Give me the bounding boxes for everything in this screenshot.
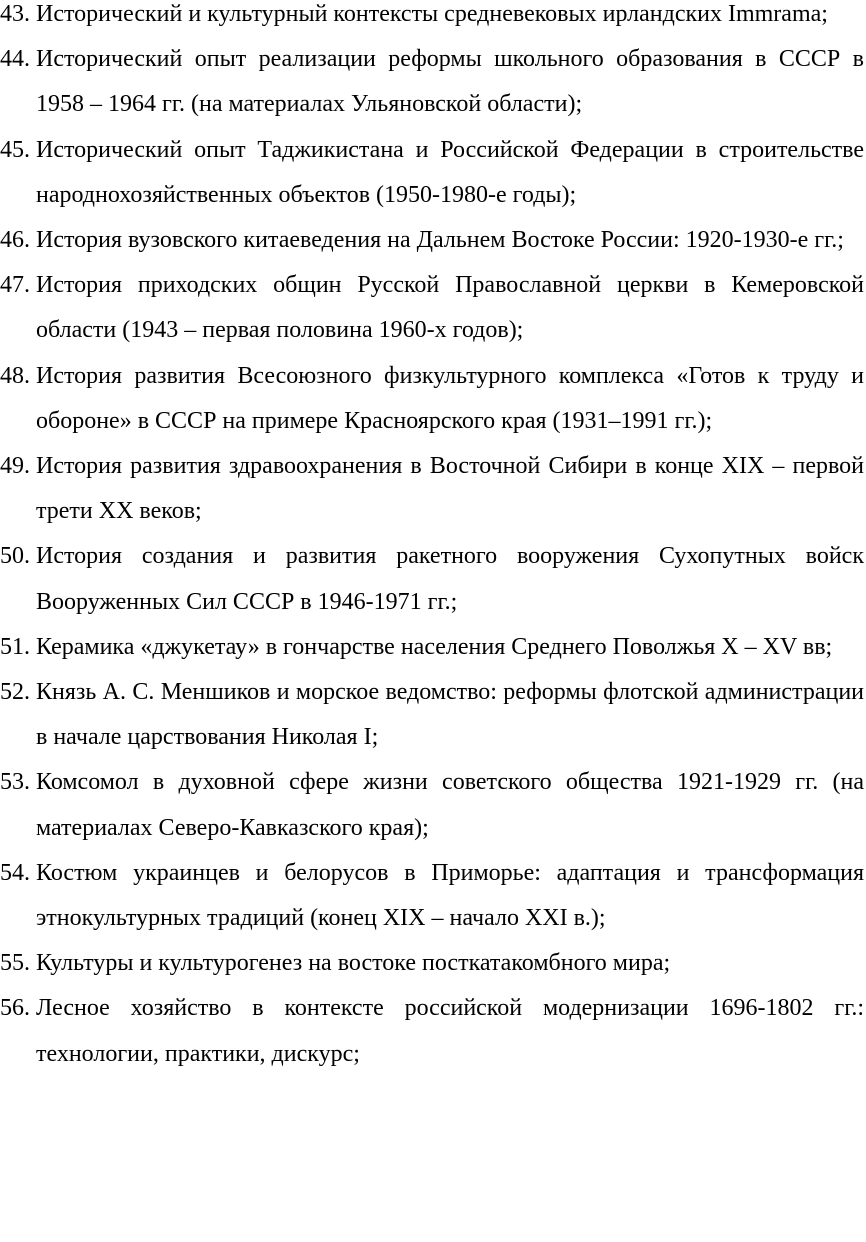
list-item-number: 54. <box>0 859 30 886</box>
list-item-text: Керамика «джукетау» в гончарстве населения Среднего Поволжья X – XV вв; <box>36 633 833 660</box>
list-item-number: 47. <box>0 272 30 299</box>
list-item-text: Костюм украинцев и белорусов в Приморье: адаптация и трансформация этнокультурных традиций (конец XIX – начало XXI в.); <box>36 859 864 932</box>
list-item-number: 46. <box>0 227 30 254</box>
list-item-number: 52. <box>0 679 30 706</box>
list-item-number: 56. <box>0 995 30 1022</box>
list-item-text: Исторический опыт Таджикистана и Российской Федерации в строительстве народнохозяйственных объектов (1950-1980-е годы); <box>36 136 864 208</box>
list-item-number: 43. <box>0 1 30 27</box>
list-item <box>0 760 864 850</box>
list-item-text: Культуры и культурогенез на востоке посткатакомбного мира; <box>36 950 671 977</box>
list-item <box>0 986 864 1076</box>
list-item-number: 55. <box>0 950 30 977</box>
list-item-text: История приходских общин Русской Православной церкви в Кемеровской области (1943 – первая половина 1960-х годов); <box>36 272 864 344</box>
list-item-number: 51. <box>0 633 30 660</box>
list-item-text: Лесное хозяйство в контексте российской модернизации 1696-1802 гг.: технологии, практики, дискурс; <box>36 995 864 1067</box>
list-item <box>0 128 864 218</box>
list-item <box>0 670 864 760</box>
list-item <box>0 354 864 444</box>
list-item-number: 50. <box>0 543 30 570</box>
list-item-text: Исторический опыт реализации реформы школьного образования в СССР в 1958 – 1964 гг. (на материалах Ульяновской области); <box>36 46 864 118</box>
list-item-number: 48. <box>0 362 30 389</box>
list-item <box>0 851 864 941</box>
list-item <box>0 534 864 624</box>
list-item-text: История развития Всесоюзного физкультурного комплекса «Готов к труду и обороне» в СССР на примере Красноярского края (1931–1991 гг.); <box>36 362 864 434</box>
list-item-number: 53. <box>0 769 30 796</box>
list-item <box>0 218 864 263</box>
list-item-text: История создания и развития ракетного вооружения Сухопутных войск Вооруженных Сил СССР в 1946-1971 гг.; <box>36 543 864 615</box>
list-item-text: История вузовского китаеведения на Дальнем Востоке России: 1920-1930-е гг.; <box>36 227 844 254</box>
list-item <box>0 0 864 37</box>
list-item <box>0 444 864 534</box>
list-item <box>0 941 864 986</box>
list-item <box>0 37 864 127</box>
list-item <box>0 263 864 353</box>
list-item-number: 44. <box>0 46 30 73</box>
list-item-number: 49. <box>0 453 30 480</box>
list-item-text: Князь А. С. Меншиков и морское ведомство: реформы флотской администрации в начале царствования Николая I; <box>36 679 864 751</box>
list-item <box>0 625 864 670</box>
list-item-text: История развития здравоохранения в Восточной Сибири в конце XIX – первой трети XX веков; <box>36 453 864 525</box>
list-item-number: 45. <box>0 136 30 163</box>
list-item-text: Исторический и культурный контексты средневековых ирландских Immrama; <box>36 1 828 27</box>
list-item-text: Комсомол в духовной сфере жизни советского общества 1921-1929 гг. (на материалах Северо-Кавказского края); <box>36 769 864 841</box>
